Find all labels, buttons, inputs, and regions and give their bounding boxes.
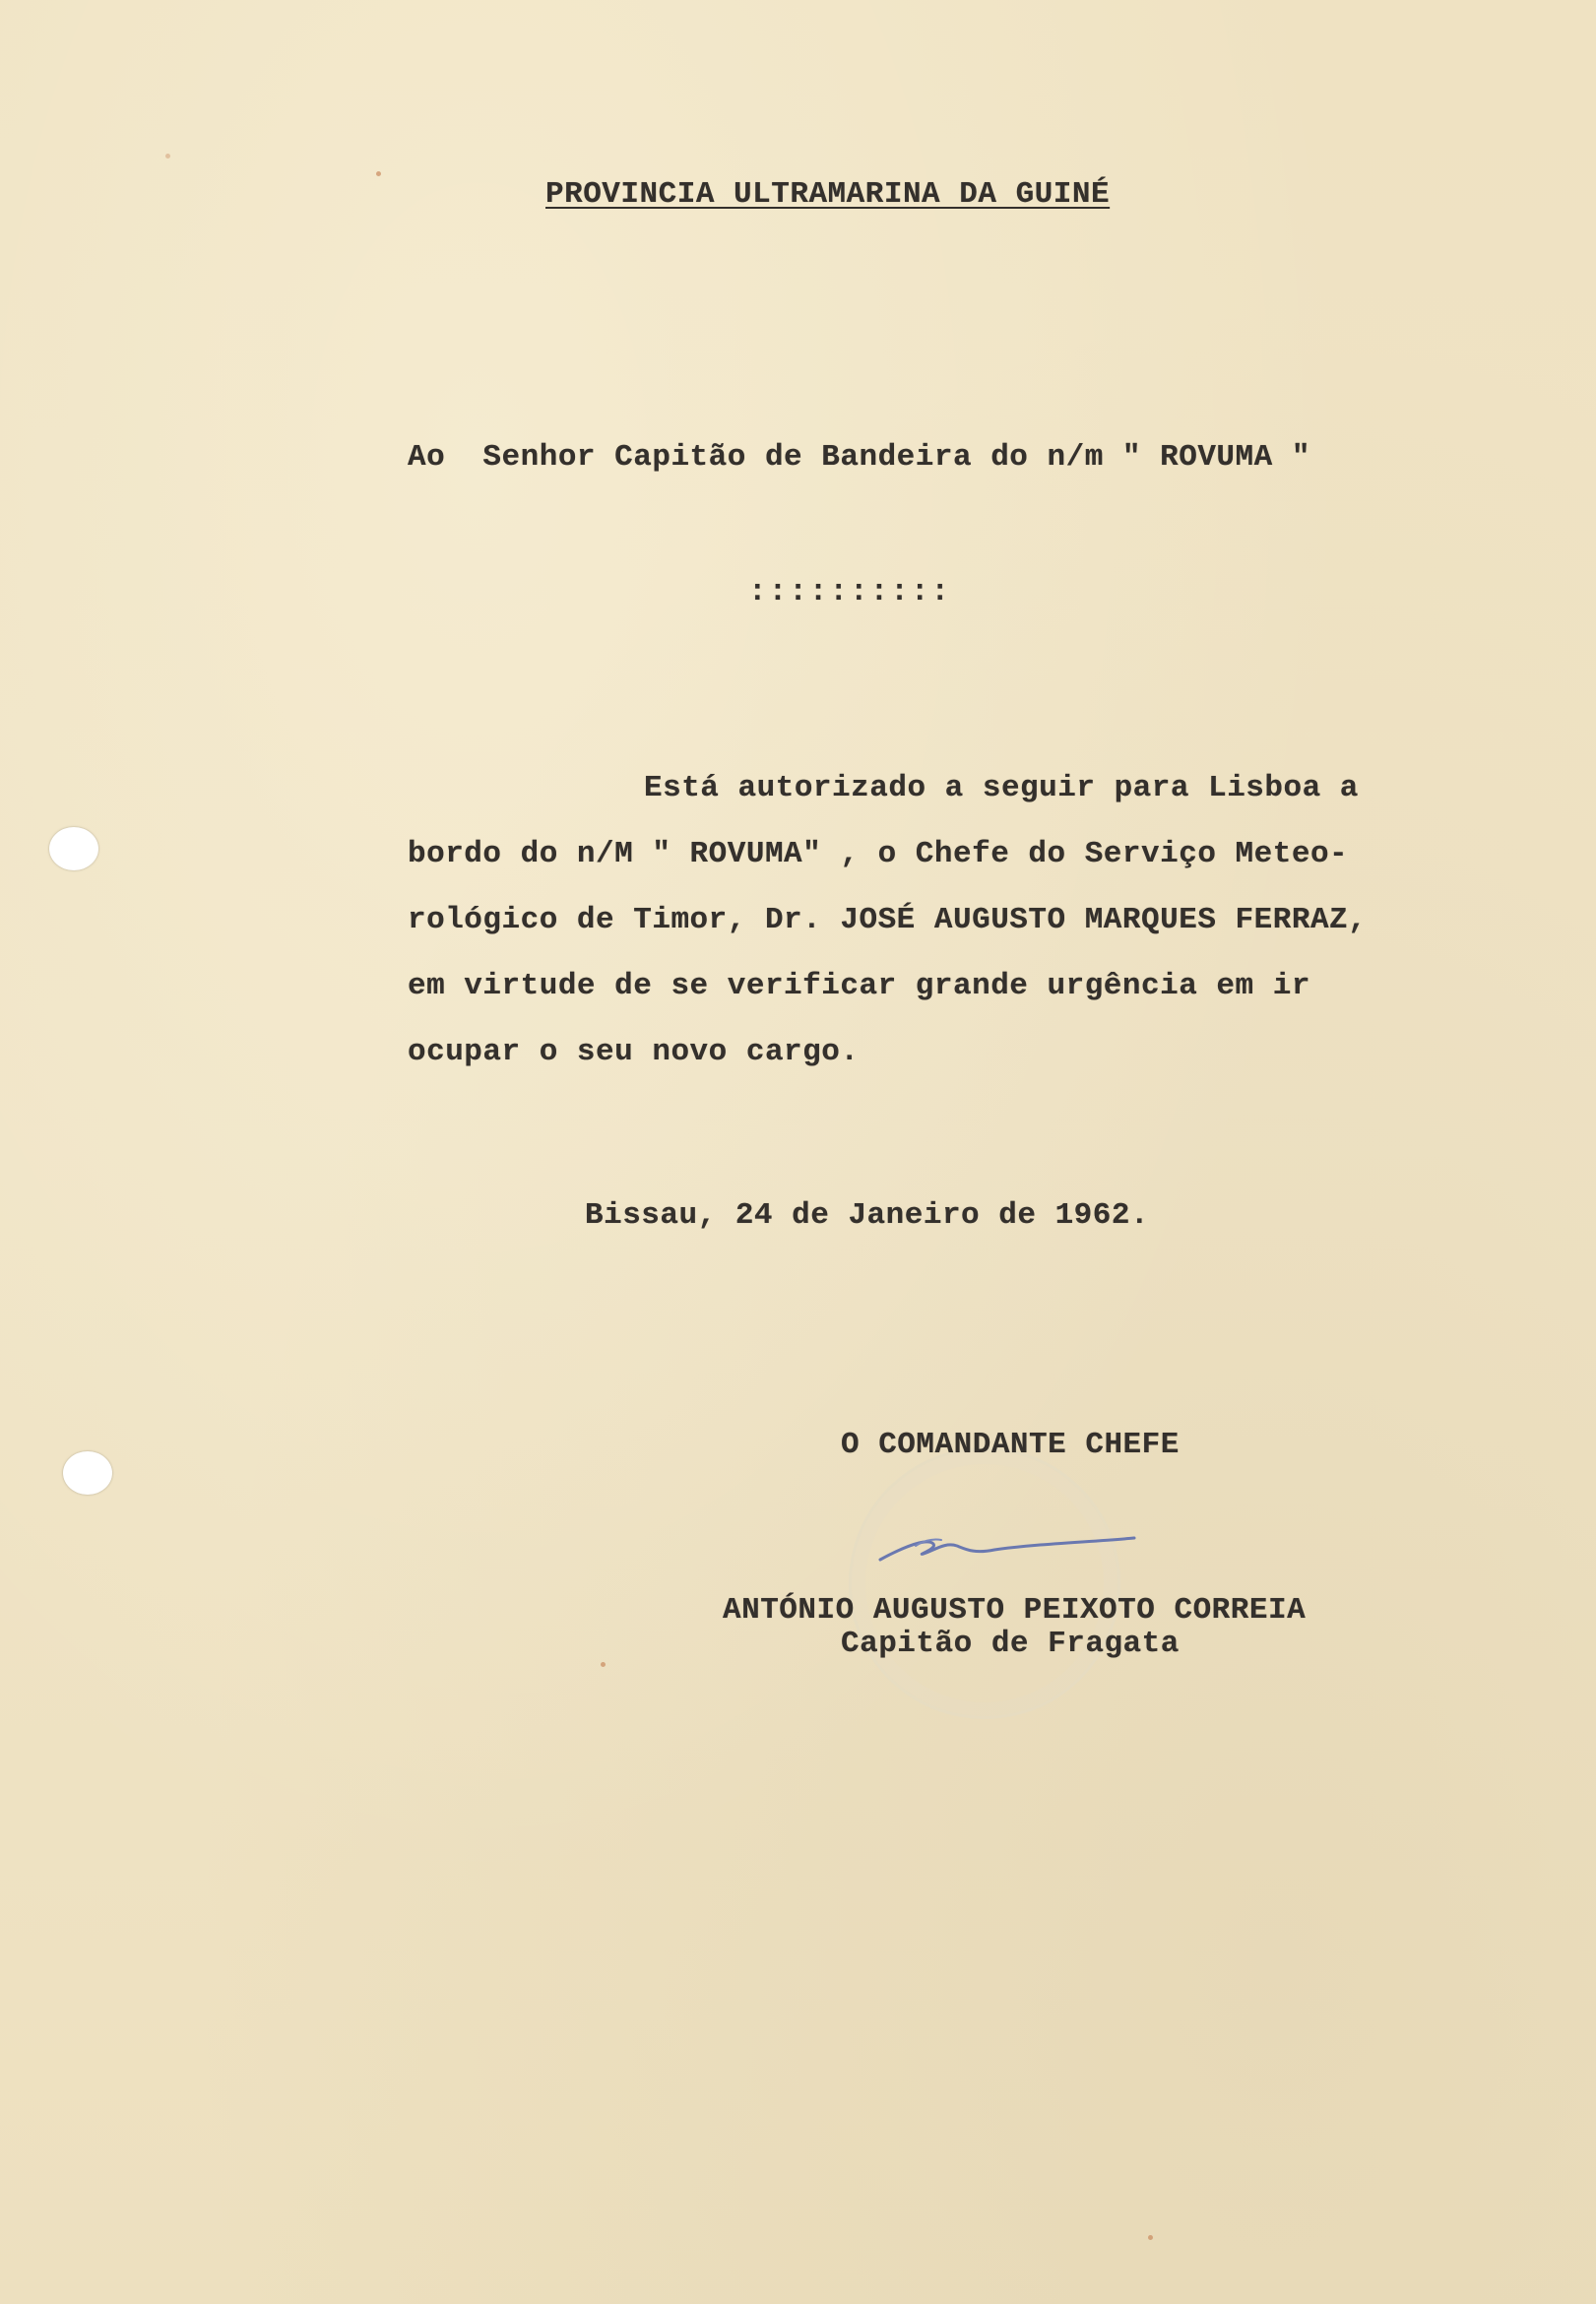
signatory-rank: Capitão de Fragata <box>841 1627 1180 1661</box>
paper-fleck <box>376 171 381 176</box>
body-line: rológico de Timor, Dr. JOSÉ AUGUSTO MARQUES FERRAZ, <box>408 903 1368 937</box>
document-heading: PROVINCIA ULTRAMARINA DA GUINÉ <box>545 177 1111 212</box>
paper-fleck <box>601 1662 606 1667</box>
punch-hole <box>49 827 98 870</box>
signatory-name: ANTÓNIO AUGUSTO PEIXOTO CORREIA <box>723 1593 1307 1628</box>
embossed-seal <box>849 1447 1120 1719</box>
signatory-title: O COMANDANTE CHEFE <box>841 1428 1180 1462</box>
punch-hole <box>63 1451 112 1495</box>
body-line: ocupar o seu novo cargo. <box>408 1035 860 1069</box>
body-line: bordo do n/M " ROVUMA" , o Chefe do Serviço Meteo- <box>408 837 1349 871</box>
paper-fleck <box>1148 2235 1153 2240</box>
date-line: Bissau, 24 de Janeiro de 1962. <box>585 1198 1150 1233</box>
section-separator: :::::::::: <box>748 575 952 609</box>
paper-fleck <box>165 154 170 159</box>
body-line: Está autorizado a seguir para Lisboa a <box>644 771 1359 805</box>
handwritten-signature <box>876 1516 1152 1575</box>
addressee-line: Ao Senhor Capitão de Bandeira do n/m " ROVUMA " <box>408 440 1310 475</box>
body-line: em virtude de se verificar grande urgência em ir <box>408 969 1310 1003</box>
